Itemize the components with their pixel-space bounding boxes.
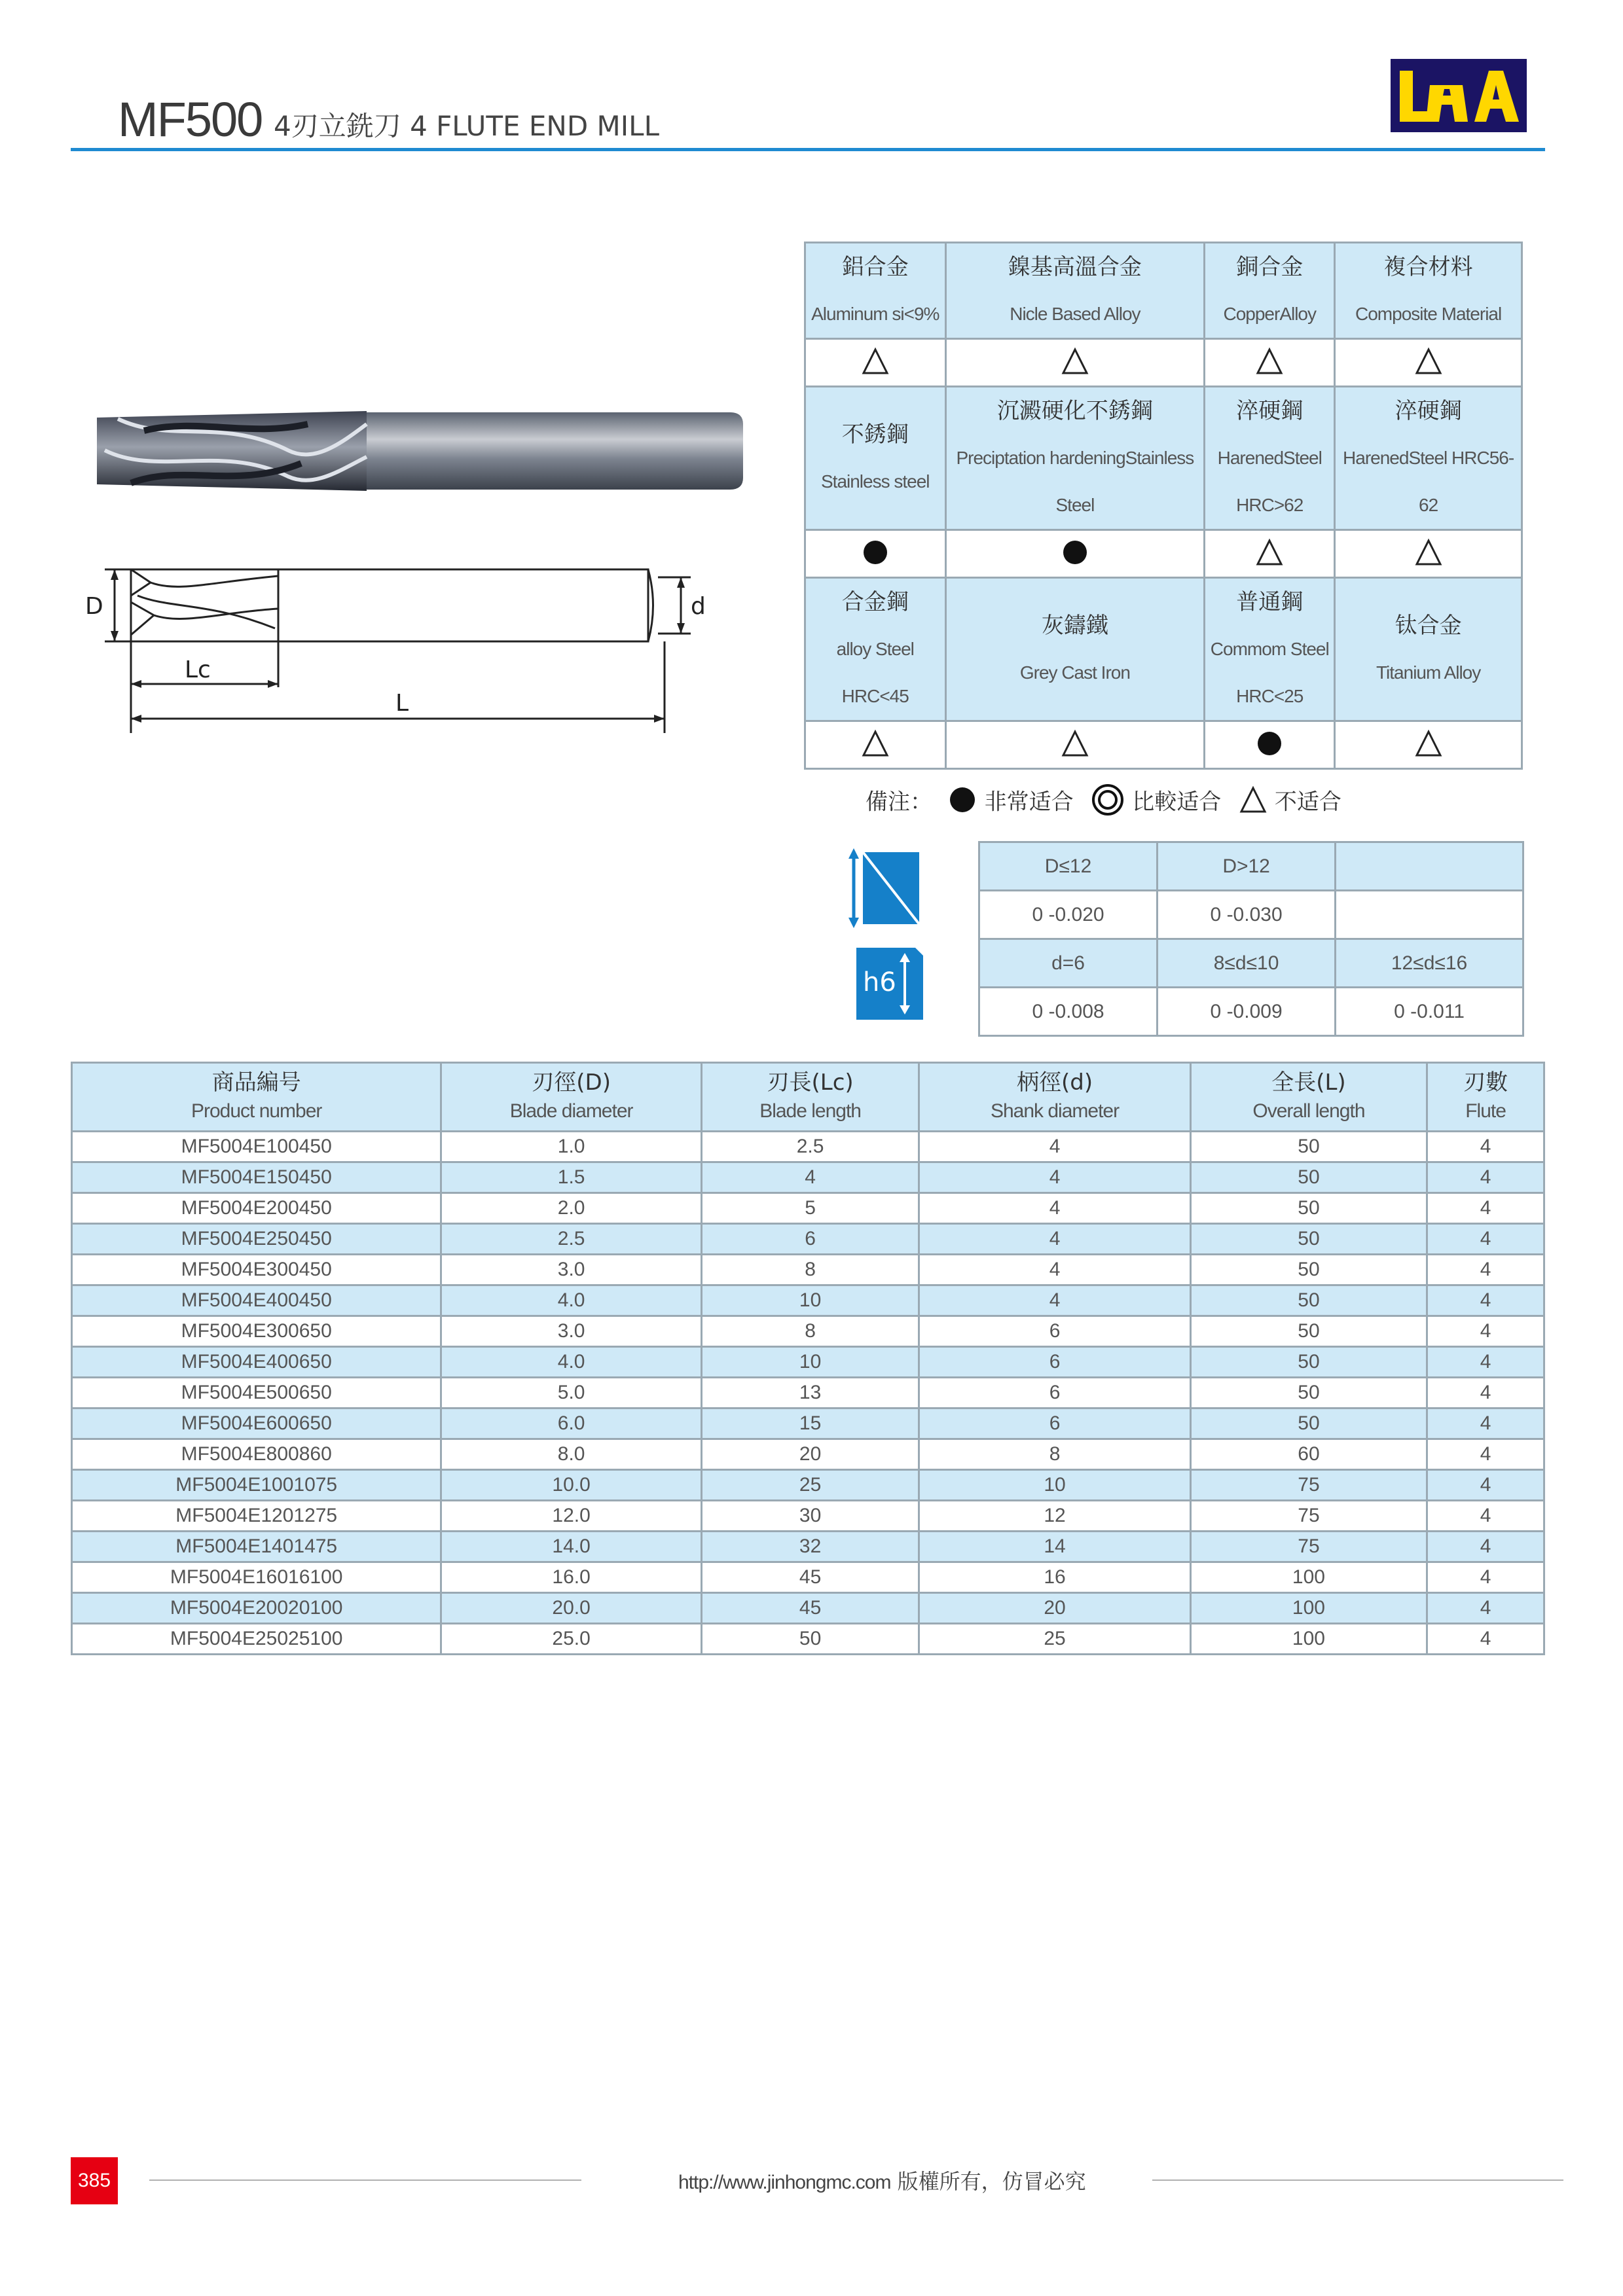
material-name-cn: 鋁合金 (841, 254, 909, 280)
table-cell: 16 (919, 1562, 1190, 1593)
table-cell: MF5004E400650 (72, 1347, 441, 1378)
table-row (72, 1224, 1544, 1255)
material-name-en: Titanium Alloy (1376, 662, 1481, 683)
table-cell: 6 (919, 1378, 1190, 1408)
table-cell: MF5004E300650 (72, 1316, 441, 1347)
table-cell: 3.0 (441, 1316, 701, 1347)
column-header-en: Product number (191, 1100, 322, 1122)
table-cell: 4 (1427, 1347, 1544, 1378)
table-cell: 2.5 (701, 1132, 919, 1162)
triangle-icon (1414, 538, 1443, 567)
table-cell: 4 (1427, 1132, 1544, 1162)
tolerance-cell: D>12 (1158, 842, 1336, 891)
h6-tolerance-icon (843, 941, 928, 1026)
table-cell: 4 (1427, 1316, 1544, 1347)
column-header-cn: 刃數 (1463, 1069, 1508, 1096)
table-cell: 100 (1190, 1562, 1427, 1593)
tolerance-cell: 8≤d≤10 (1158, 939, 1336, 988)
material-name-cn: 不銹鋼 (841, 422, 909, 448)
table-cell: 2.5 (441, 1224, 701, 1255)
table-cell: 5.0 (441, 1378, 701, 1408)
footer-divider-right (1152, 2179, 1563, 2181)
column-header-en: Overall length (1252, 1100, 1365, 1122)
table-header-row (72, 1063, 1544, 1132)
table-cell: 4 (1427, 1378, 1544, 1408)
table-cell: 10.0 (441, 1470, 701, 1501)
suitability-row (805, 339, 1522, 387)
table-cell: 50 (1190, 1408, 1427, 1439)
table-cell: 100 (1190, 1624, 1427, 1655)
table-cell: MF5004E1001075 (72, 1470, 441, 1501)
tolerance-cell: D≤12 (979, 842, 1158, 891)
table-row (72, 1408, 1544, 1439)
table-cell: 6 (919, 1408, 1190, 1439)
triangle-icon (1255, 347, 1284, 376)
table-cell: 5 (701, 1193, 919, 1224)
table-row (72, 1593, 1544, 1624)
table-cell: 30 (701, 1501, 919, 1532)
material-name-cn: 銅合金 (1236, 254, 1304, 280)
triangle-icon (861, 347, 890, 376)
table-cell: 50 (1190, 1193, 1427, 1224)
table-cell: 4 (919, 1224, 1190, 1255)
material-cell (1335, 578, 1522, 721)
table-cell: 8 (919, 1439, 1190, 1470)
table-row (72, 1316, 1544, 1347)
material-name-en: Nicle Based Alloy (1010, 304, 1140, 324)
legend-prefix: 備注： (866, 789, 932, 816)
material-name-en: 62 (1419, 495, 1438, 515)
table-cell: 4 (1427, 1439, 1544, 1470)
table-cell: 4 (919, 1193, 1190, 1224)
filled-dot-icon (947, 785, 977, 815)
material-cell (945, 387, 1205, 530)
table-cell: 20 (701, 1439, 919, 1470)
material-name-en: alloy Steel (836, 639, 914, 659)
triangle-icon (1414, 729, 1443, 758)
table-cell: 75 (1190, 1501, 1427, 1532)
table-cell: 20.0 (441, 1593, 701, 1624)
label-blade-length: Lc (185, 656, 211, 683)
table-cell: 4 (1427, 1562, 1544, 1593)
material-cell (1335, 387, 1522, 530)
suitability-mark-cell (1335, 339, 1522, 387)
table-cell: 4 (1427, 1624, 1544, 1655)
table-cell: MF5004E600650 (72, 1408, 441, 1439)
table-cell: 4 (919, 1132, 1190, 1162)
table-cell: 75 (1190, 1470, 1427, 1501)
tolerance-cell: 0 -0.011 (1336, 988, 1523, 1036)
tolerance-table (978, 841, 1524, 1037)
table-cell: 25.0 (441, 1624, 701, 1655)
table-cell: 8 (701, 1316, 919, 1347)
triangle-icon (1414, 347, 1443, 376)
table-cell: 50 (1190, 1378, 1427, 1408)
material-name-cn: 淬硬鋼 (1395, 398, 1462, 424)
table-cell: 10 (701, 1347, 919, 1378)
table-row (72, 1562, 1544, 1593)
table-cell: 4 (1427, 1255, 1544, 1285)
tolerance-cell (1336, 842, 1523, 891)
suitability-mark-cell (805, 721, 946, 769)
table-cell: 4.0 (441, 1285, 701, 1316)
table-cell: 45 (701, 1593, 919, 1624)
material-row (805, 578, 1522, 721)
suitability-mark-cell (1205, 530, 1335, 578)
table-cell: 3.0 (441, 1255, 701, 1285)
legend-fairly-suitable: 比較适合 (1132, 789, 1222, 816)
table-cell: 10 (919, 1470, 1190, 1501)
table-cell: 60 (1190, 1439, 1427, 1470)
table-cell: MF5004E250450 (72, 1224, 441, 1255)
material-cell (945, 243, 1205, 339)
table-cell: 1.5 (441, 1162, 701, 1193)
table-cell: 4 (1427, 1408, 1544, 1439)
table-cell: 4 (1427, 1162, 1544, 1193)
table-cell: 4.0 (441, 1347, 701, 1378)
table-cell: 50 (1190, 1285, 1427, 1316)
label-blade-diameter: D (85, 593, 103, 620)
material-cell (1205, 578, 1335, 721)
footer-rights: 版權所有，仿冒必究 (897, 2169, 1086, 2194)
table-cell: 4 (1427, 1285, 1544, 1316)
table-cell: 16.0 (441, 1562, 701, 1593)
filled-dot-icon (1061, 538, 1089, 567)
table-cell: 6 (701, 1224, 919, 1255)
table-cell: 4 (919, 1162, 1190, 1193)
table-cell: 25 (701, 1470, 919, 1501)
table-cell: 20 (919, 1593, 1190, 1624)
material-cell (1335, 243, 1522, 339)
table-cell: MF5004E800860 (72, 1439, 441, 1470)
table-cell: 50 (1190, 1255, 1427, 1285)
tolerance-cell: 0 -0.008 (979, 988, 1158, 1036)
table-cell: 6 (919, 1316, 1190, 1347)
table-cell: MF5004E1401475 (72, 1532, 441, 1562)
suitability-mark-cell (1205, 339, 1335, 387)
table-cell: 15 (701, 1408, 919, 1439)
column-header (72, 1063, 441, 1132)
suitability-legend (866, 783, 1341, 822)
table-row (72, 1501, 1544, 1532)
table-row (72, 1347, 1544, 1378)
table-cell: MF5004E25025100 (72, 1624, 441, 1655)
table-cell: 4 (1427, 1224, 1544, 1255)
table-row (72, 1255, 1544, 1285)
column-header (1190, 1063, 1427, 1132)
table-row (72, 1378, 1544, 1408)
material-name-en: HRC>62 (1236, 495, 1304, 515)
table-cell: MF5004E300450 (72, 1255, 441, 1285)
table-row (72, 1132, 1544, 1162)
double-ring-icon (1091, 783, 1125, 817)
tolerance-row (979, 891, 1523, 939)
legend-not-suitable: 不适合 (1274, 789, 1341, 816)
table-cell: 50 (1190, 1132, 1427, 1162)
table-cell: 8.0 (441, 1439, 701, 1470)
suitability-mark-cell (1335, 530, 1522, 578)
material-name-cn: 合金鋼 (841, 589, 909, 615)
tolerance-row (979, 939, 1523, 988)
table-cell: 12.0 (441, 1501, 701, 1532)
table-cell: 4 (919, 1255, 1190, 1285)
material-cell (805, 387, 946, 530)
tolerance-cell (1336, 891, 1523, 939)
column-header (701, 1063, 919, 1132)
column-header-cn: 柄徑(d) (1016, 1069, 1093, 1096)
tolerance-cell: 0 -0.009 (1158, 988, 1336, 1036)
table-cell: 50 (1190, 1224, 1427, 1255)
material-name-cn: 钛合金 (1395, 613, 1462, 639)
table-cell: 4 (1427, 1532, 1544, 1562)
triangle-icon (1239, 785, 1267, 814)
material-row (805, 387, 1522, 530)
column-header-en: Shank diameter (990, 1100, 1120, 1122)
legend-very-suitable: 非常适合 (984, 789, 1074, 816)
suitability-row (805, 530, 1522, 578)
h6-label: h6 (863, 967, 896, 997)
material-name-cn: 鎳基高溫合金 (1008, 254, 1142, 280)
brand-logo (1391, 59, 1527, 132)
table-cell: 50 (701, 1624, 919, 1655)
material-name-cn: 沉澱硬化不銹鋼 (996, 398, 1153, 424)
material-cell (805, 243, 946, 339)
table-cell: 2.0 (441, 1193, 701, 1224)
table-cell: 14.0 (441, 1532, 701, 1562)
column-header (441, 1063, 701, 1132)
material-cell (1205, 387, 1335, 530)
table-cell: 50 (1190, 1316, 1427, 1347)
column-header-en: Flute (1465, 1100, 1506, 1122)
table-cell: 6.0 (441, 1408, 701, 1439)
table-cell: 6 (919, 1347, 1190, 1378)
table-cell: 1.0 (441, 1132, 701, 1162)
product-subtitle: 4刃立銑刀 4 FLUTE END MILL (274, 110, 659, 142)
table-cell: 4 (1427, 1593, 1544, 1624)
table-cell: 100 (1190, 1593, 1427, 1624)
diameter-tolerance-icon (843, 846, 928, 931)
table-cell: MF5004E500650 (72, 1378, 441, 1408)
suitability-mark-cell (945, 339, 1205, 387)
footer-text (678, 2165, 1086, 2195)
suitability-mark-cell (945, 721, 1205, 769)
material-name-en: Commom Steel (1210, 639, 1329, 659)
suitability-mark-cell (805, 530, 946, 578)
table-cell: 10 (701, 1285, 919, 1316)
table-cell: 32 (701, 1532, 919, 1562)
table-cell: 14 (919, 1532, 1190, 1562)
material-name-cn: 普通鋼 (1236, 589, 1304, 615)
product-spec-table (71, 1062, 1545, 1655)
filled-dot-icon (861, 538, 890, 567)
table-cell: 8 (701, 1255, 919, 1285)
material-name-cn: 淬硬鋼 (1236, 398, 1304, 424)
material-name-en: HRC<25 (1236, 686, 1304, 706)
material-name-cn: 複合材料 (1383, 254, 1473, 280)
end-mill-photo (92, 404, 746, 503)
label-shank-diameter: d (691, 593, 706, 620)
triangle-icon (861, 729, 890, 758)
logo-mark-icon (1391, 59, 1527, 132)
header-divider (71, 148, 1545, 151)
material-name-en: Composite Material (1355, 304, 1502, 324)
material-name-en: Steel (1055, 495, 1095, 515)
material-cell (1205, 243, 1335, 339)
material-name-en: HarenedSteel HRC56- (1343, 448, 1514, 468)
table-cell: 13 (701, 1378, 919, 1408)
material-name-en: Aluminum si<9% (811, 304, 939, 324)
table-cell: 25 (919, 1624, 1190, 1655)
label-overall-length: L (395, 690, 409, 717)
table-cell: MF5004E200450 (72, 1193, 441, 1224)
tolerance-row (979, 988, 1523, 1036)
suitability-mark-cell (1205, 721, 1335, 769)
suitability-row (805, 721, 1522, 769)
table-row (72, 1285, 1544, 1316)
table-cell: 4 (1427, 1193, 1544, 1224)
material-name-en: HRC<45 (841, 686, 909, 706)
column-header (919, 1063, 1190, 1132)
tolerance-cell: 12≤d≤16 (1336, 939, 1523, 988)
suitability-mark-cell (1335, 721, 1522, 769)
table-cell: 75 (1190, 1532, 1427, 1562)
table-cell: 4 (1427, 1470, 1544, 1501)
column-header (1427, 1063, 1544, 1132)
table-cell: MF5004E100450 (72, 1132, 441, 1162)
table-cell: MF5004E150450 (72, 1162, 441, 1193)
triangle-icon (1061, 347, 1089, 376)
material-name-en: Grey Cast Iron (1019, 662, 1130, 683)
page-number: 385 (71, 2157, 118, 2204)
material-row (805, 243, 1522, 339)
triangle-icon (1061, 729, 1089, 758)
footer-divider-left (149, 2179, 581, 2181)
column-header-cn: 刃徑(D) (532, 1069, 611, 1096)
tolerance-cell: 0 -0.030 (1158, 891, 1336, 939)
suitability-mark-cell (945, 530, 1205, 578)
column-header-en: Blade length (759, 1100, 861, 1122)
table-cell: 4 (919, 1285, 1190, 1316)
table-cell: MF5004E400450 (72, 1285, 441, 1316)
material-cell (805, 578, 946, 721)
material-cell (945, 578, 1205, 721)
footer-url[interactable]: http://www.jinhongmc.com (678, 2172, 891, 2193)
table-cell: 50 (1190, 1162, 1427, 1193)
material-name-en: CopperAlloy (1223, 304, 1317, 324)
column-header-cn: 全長(L) (1271, 1069, 1346, 1096)
material-name-cn: 灰鑄鐵 (1041, 613, 1108, 639)
material-suitability-table (804, 242, 1523, 770)
triangle-icon (1255, 538, 1284, 567)
table-cell: MF5004E1201275 (72, 1501, 441, 1532)
table-row (72, 1439, 1544, 1470)
material-name-en: Stainless steel (820, 471, 930, 492)
filled-dot-icon (1255, 729, 1284, 758)
tolerance-row (979, 842, 1523, 891)
tolerance-cell: 0 -0.020 (979, 891, 1158, 939)
tolerance-cell: d=6 (979, 939, 1158, 988)
table-row (72, 1624, 1544, 1655)
table-row (72, 1470, 1544, 1501)
suitability-mark-cell (805, 339, 946, 387)
table-cell: 4 (1427, 1501, 1544, 1532)
material-name-en: Preciptation hardeningStainless (956, 448, 1194, 468)
material-name-en: HarenedSteel (1217, 448, 1322, 468)
model-title: MF500 (118, 92, 263, 147)
table-cell: 45 (701, 1562, 919, 1593)
table-cell: 50 (1190, 1347, 1427, 1378)
table-cell: MF5004E20020100 (72, 1593, 441, 1624)
table-cell: MF5004E16016100 (72, 1562, 441, 1593)
column-header-cn: 商品編号 (211, 1069, 301, 1096)
table-row (72, 1532, 1544, 1562)
column-header-en: Blade diameter (509, 1100, 633, 1122)
dimension-drawing (79, 563, 720, 740)
table-cell: 4 (701, 1162, 919, 1193)
table-row (72, 1162, 1544, 1193)
table-row (72, 1193, 1544, 1224)
table-cell: 12 (919, 1501, 1190, 1532)
column-header-cn: 刃長(Lc) (767, 1069, 854, 1096)
